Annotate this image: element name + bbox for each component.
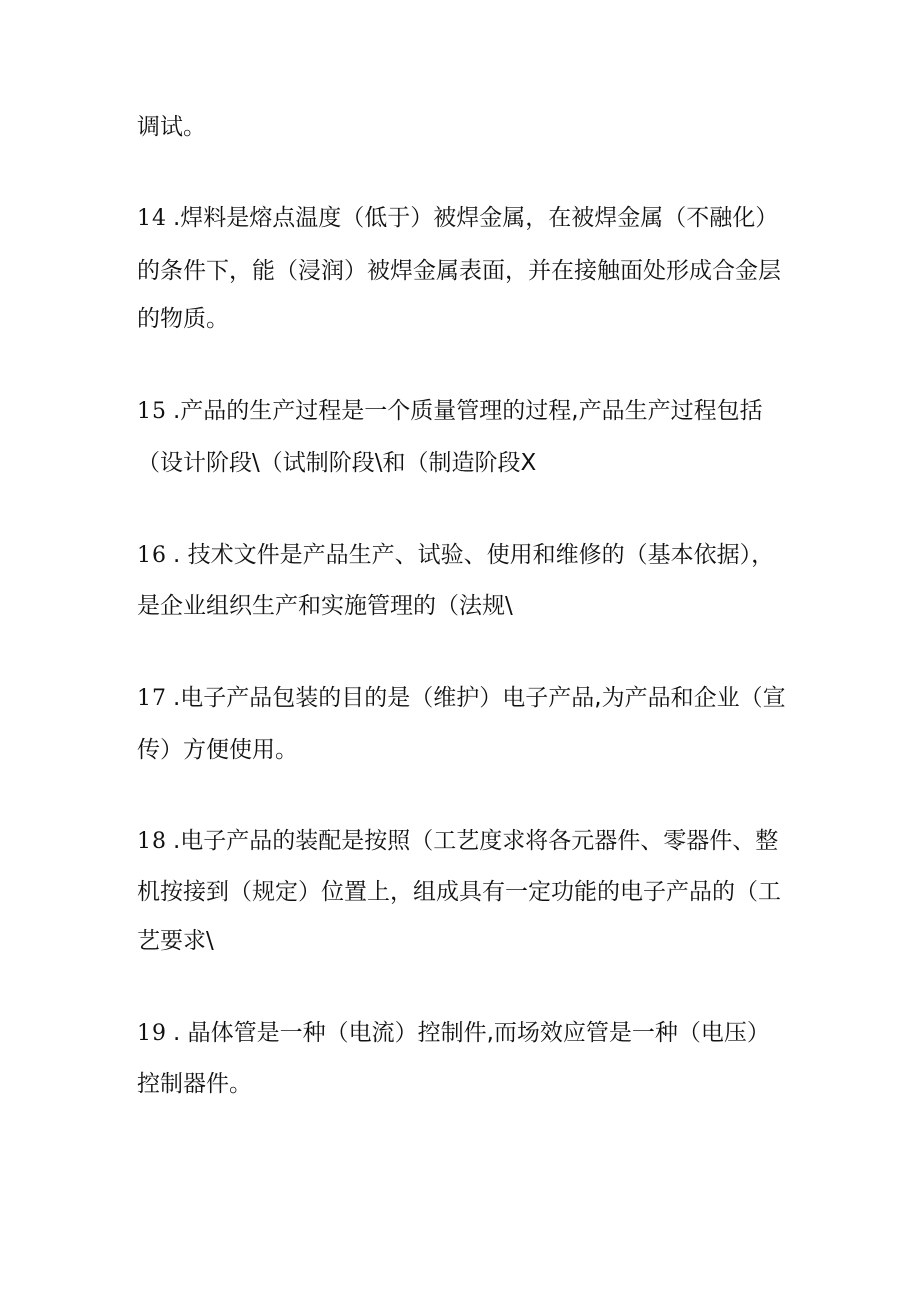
item-19-first-line — [137, 1018, 770, 1049]
item-14-line-2: 的条件下，能（浸润）被焊金属表面，并在接触面处形成合金层 — [137, 258, 781, 284]
item-14-line-3: 的物质。 — [137, 306, 229, 332]
item-18-first-line — [137, 826, 778, 857]
item-text: .电子产品包装的目的是（维护）电子产品,为产品和企业（宣 — [173, 685, 786, 711]
item-15-line-2: （设计阶段\（试制阶段\和（制造阶段X — [137, 450, 537, 476]
item-18-line-2: 机按接到（规定）位置上，组成具有一定功能的电子产品的（工 — [137, 879, 781, 905]
item-number: 14 — [137, 206, 167, 231]
item-16-line-2: 是企业组织生产和实施管理的（法规\ — [137, 593, 513, 619]
item-text: .焊料是熔点温度（低于）被焊金属，在被焊金属（不融化） — [173, 205, 779, 231]
item-16-first-line — [137, 540, 774, 571]
item-text: . 技术文件是产品生产、试验、使用和维修的（基本依据）， — [173, 542, 775, 568]
item-19-line-2: 控制器件。 — [137, 1071, 252, 1097]
item-18-line-3: 艺要求\ — [137, 928, 214, 954]
item-15-first-line — [137, 396, 763, 427]
item-text: .电子产品的装配是按照（工艺度求将各元器件、零器件、整 — [173, 828, 779, 854]
item-number: 16 — [137, 543, 167, 568]
item-number: 19 — [137, 1021, 167, 1046]
item-number: 17 — [137, 686, 167, 711]
item-17-line-2: 传）方便使用。 — [137, 737, 298, 763]
item-14-first-line — [137, 203, 778, 234]
item-text: .产品的生产过程是一个质量管理的过程,产品生产过程包括 — [173, 398, 763, 424]
text-line-tiaoshi: 调试。 — [137, 114, 206, 140]
item-number: 15 — [137, 399, 167, 424]
item-17-first-line — [137, 683, 786, 714]
item-text: . 晶体管是一种（电流）控制件,而场效应管是一种（电压） — [173, 1020, 770, 1046]
item-number: 18 — [137, 829, 167, 854]
